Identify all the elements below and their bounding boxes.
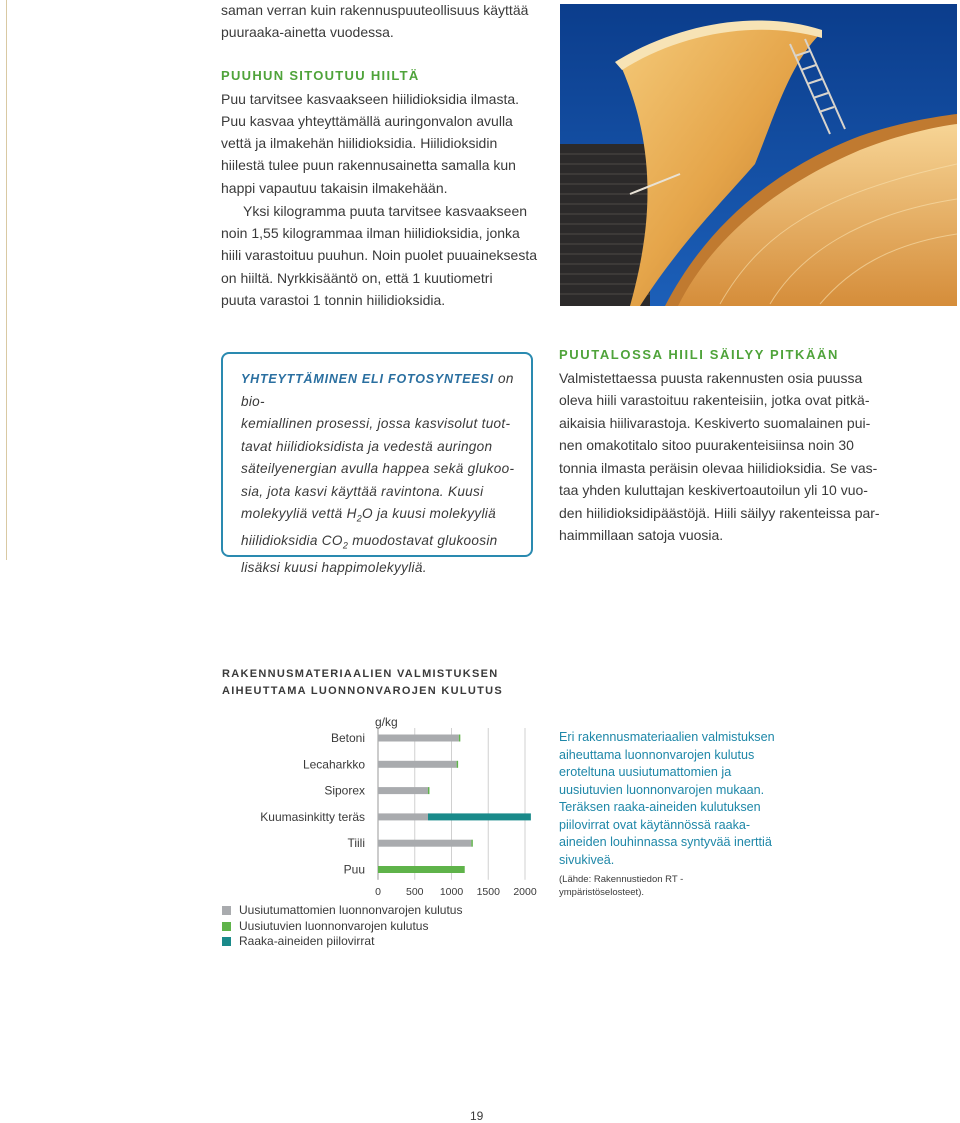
legend-swatch-green <box>222 922 231 931</box>
note-line-7: hiilidioksidia $CO_2$ muodostavat glukoosin <box>241 533 498 551</box>
building-photo-illustration <box>560 4 957 306</box>
note-line-8: lisäksi kuusi happimolekyyliä. <box>241 560 427 576</box>
category-label: Tiili <box>347 836 365 851</box>
section2-line-7: den hiilidioksidipäästöjä. Hiili säilyy rakenteissa par- <box>559 504 880 521</box>
x-tick-label: 2000 <box>513 885 537 898</box>
section1-para2-line-1: Yksi kilogramma puuta tarvitsee kasvaakseen <box>243 203 528 219</box>
x-tick-label: 1500 <box>476 885 500 898</box>
unit-label: g/kg <box>375 715 398 729</box>
note-line-4: säteilyenergian avulla happea sekä glukoo- <box>241 461 515 476</box>
section1-para2-line-2: noin 1,55 kilogrammaa ilman hiilidioksidia, jonka <box>221 225 520 241</box>
bar-segment <box>378 787 428 794</box>
section2-line-5: tonnia ilmasta peräisin olevaa hiilidioksidia. Se vas- <box>559 459 878 476</box>
section2-line-3: aikaisia hiilivarastoja. Keskiverto suomalainen pui- <box>559 414 871 431</box>
section1-para2-line-4: on hiiltä. Nyrkkisääntö on, että 1 kuutiometri <box>221 270 493 286</box>
section1-para1-line-3: vettä ja ilmakehän hiilidioksidia. Hiilidioksidin <box>221 135 498 151</box>
chart-title-line-1: RAKENNUSMATERIAALIEN VALMISTUKSEN <box>222 668 499 680</box>
bar-segment <box>457 761 458 768</box>
category-label: Lecaharkko <box>302 757 365 772</box>
note-line-1: YHTEYTTÄMINEN ELI FOTOSYNTEESI on bio- <box>241 371 514 409</box>
bar-segment <box>378 761 457 768</box>
note-line-6: molekyyliä vettä $H_2O$ ja kuusi molekyyliä <box>241 506 496 524</box>
legend-swatch-teal <box>222 937 231 946</box>
note-line-2: kemiallinen prosessi, jossa kasvisolut tuot- <box>241 416 511 431</box>
bar-segment <box>378 813 428 820</box>
section2-heading: PUUTALOSSA HIILI SÄILYY PITKÄÄN <box>559 347 840 362</box>
bar-segment <box>459 735 460 742</box>
category-label: Siporex <box>324 783 365 798</box>
section1-para2-line-5: puuta varastoi 1 tonnin hiilidioksidia. <box>221 292 446 308</box>
section1-para2-line-3: hiili varastoituu puuhun. Noin puolet puuaineksesta <box>221 247 537 263</box>
category-label: Betoni <box>330 731 365 745</box>
chart-legend <box>222 903 462 950</box>
section1-para1-line-4: hiilestä tulee puun rakennusainetta samalla kun <box>221 157 516 173</box>
intro-line-1: saman verran kuin rakennuspuuteollisuus käyttää <box>221 2 529 18</box>
section2-line-1: Valmistettaessa puusta rakennusten osia puussa <box>559 369 863 386</box>
photosynthesis-note-box <box>221 352 533 576</box>
margin-rule <box>6 0 7 560</box>
legend-item-nonrenewable: Uusiutumattomien luonnonvarojen kulutus <box>222 903 462 919</box>
consumption-bar-chart <box>200 708 545 898</box>
section1-para1-line-5: happi vapautuu takaisin ilmakehään. <box>221 180 448 196</box>
bar-segment <box>378 735 459 742</box>
chart-title <box>222 666 503 700</box>
note-line-5: sia, jota kasvi käyttää ravintona. Kuusi <box>241 483 484 499</box>
chart-title-line-2: AIHEUTTAMA LUONNONVAROJEN KULUTUS <box>222 685 504 697</box>
section2-line-4: nen omakotitalo sitoo puurakenteisiinsa noin 30 <box>559 437 854 453</box>
x-tick-label: 500 <box>405 885 424 898</box>
category-label: Kuumasinkitty teräs <box>260 809 365 824</box>
bar-segment <box>471 840 472 847</box>
legend-item-renewable: Uusiutuvien luonnonvarojen kulutus <box>222 919 462 935</box>
intro-line-2: puuraaka-ainetta vuodessa. <box>221 24 394 40</box>
bar-segment <box>428 813 531 820</box>
bar-segment <box>378 866 465 873</box>
bar-segment <box>428 787 429 794</box>
legend-item-hidden-flows: Raaka-aineiden piilovirrat <box>222 934 462 950</box>
section1-para1-line-2: Puu kasvaa yhteyttämällä auringonvalon avulla <box>221 113 513 129</box>
section1-para1-line-1: Puu tarvitsee kasvaakseen hiilidioksidia ilmasta. <box>221 91 520 107</box>
chart-source: (Lähde: Rakennustiedon RT -ympäristöselosteet). <box>559 874 684 898</box>
category-label: Puu <box>343 862 365 877</box>
x-tick-label: 0 <box>375 885 381 898</box>
chart-description: Eri rakennusmateriaalien valmistuksen aiheuttama luonnonvarojen kulutus eroteltuna uusiutumattomien ja uusiutuvien luonnonvarojen mukaan. Teräksen raaka-aineiden kulutuksen piilovirrat ovat käytännössä raaka-aineiden louhinnassa syntyvää inerttiä sivukiveä. <box>559 730 775 867</box>
section2-line-2: oleva hiili varastoituu rakenteisiin, jotka ovat pitkä- <box>559 392 870 408</box>
note-keyword: YHTEYTTÄMINEN ELI FOTOSYNTEESI <box>241 372 494 386</box>
bar-segment <box>378 840 471 847</box>
section1-heading: PUUHUN SITOUTUU HIILTÄ <box>221 68 420 83</box>
page-number: 19 <box>470 1109 484 1123</box>
x-tick-label: 1000 <box>439 885 464 898</box>
legend-swatch-grey <box>222 906 231 915</box>
right-column <box>559 344 879 547</box>
section2-line-6: taa yhden kuluttajan keskivertoautoilun yli 10 vuo- <box>559 482 868 498</box>
note-line-3: tavat hiilidioksidista ja vedestä auringon <box>241 438 493 454</box>
building-photo <box>560 4 957 306</box>
section2-line-8: haimmillaan satoja vuosia. <box>559 527 724 543</box>
